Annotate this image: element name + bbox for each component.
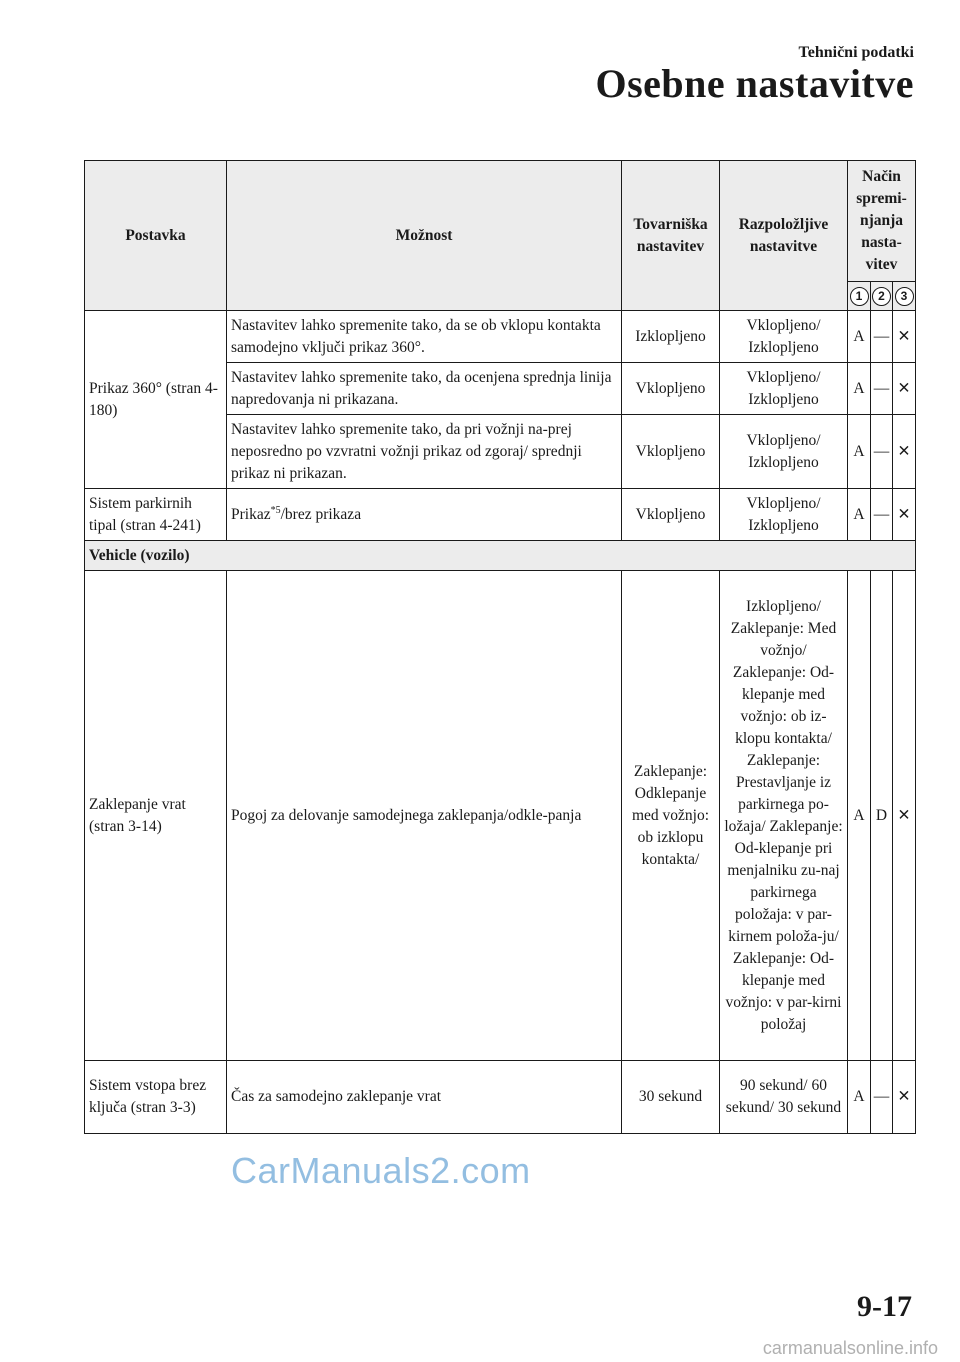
cell-option: Čas za samodejno zaklepanje vrat: [227, 1061, 622, 1134]
cell-option: Pogoj za delovanje samodejnega zaklepanja/odkle-panja: [227, 571, 622, 1061]
settings-table: [84, 160, 916, 1134]
cell-setting: Sistem vstopa brez ključa (stran 3-3): [85, 1061, 227, 1134]
cell-method-1: A: [848, 311, 871, 363]
cross-icon: ✕: [893, 489, 916, 541]
cell-setting: Sistem parkirnih tipal (stran 4-241): [85, 489, 227, 541]
section-title: Tehnični podatki: [798, 44, 914, 61]
cross-icon: ✕: [893, 1061, 916, 1134]
cell-factory: Zaklepanje: Odklepanje med vožnjo: ob izklopu kontakta/: [622, 571, 720, 1061]
cross-icon: ✕: [893, 311, 916, 363]
cell-factory: Vklopljeno: [622, 363, 720, 415]
group-label: Vehicle (vozilo): [85, 541, 916, 571]
col-header-available: Razpoložljive nastavitve: [720, 161, 848, 311]
cell-available: Izklopljeno/ Zaklepanje: Med vožnjo/ Zaklepanje: Od-klepanje med vožnjo: ob iz-klopu kontakta/ Zaklepanje: Prestavljanje iz parkirnega po-ložaja/ Zaklepanje: Od-klepanje pri menjalniku zu-naj parkirnega položaja: v par-kirnem položa-ju/ Zaklepanje: Od-klepanje med vožnjo: v par-kirni položaj: [720, 571, 848, 1061]
cell-available: Vklopljeno/ Izklopljeno: [720, 311, 848, 363]
cell-method-1: A: [848, 1061, 871, 1134]
col-header-factory: Tovarniška nastavitev: [622, 161, 720, 311]
cell-method-1: A: [848, 489, 871, 541]
method-2-icon: 2: [871, 282, 893, 311]
col-header-method: Način spremi-njanja nasta-vitev: [848, 161, 916, 282]
cell-setting: Prikaz 360° (stran 4-180): [85, 311, 227, 489]
cell-factory: Vklopljeno: [622, 489, 720, 541]
cell-method-2: D: [871, 571, 893, 1061]
page-number: 9-17: [857, 1290, 912, 1323]
col-header-setting: Postavka: [85, 161, 227, 311]
method-3-icon: 3: [893, 282, 916, 311]
table-row: [85, 311, 916, 363]
cell-method-1: A: [848, 415, 871, 489]
cross-icon: ✕: [893, 415, 916, 489]
group-row: [85, 541, 916, 571]
header-row: [85, 161, 916, 282]
table-row: [85, 571, 916, 1061]
cell-option: Nastavitev lahko spremenite tako, da se ob vklopu kontakta samodejno vključi prikaz 360°.: [227, 311, 622, 363]
cell-factory: 30 sekund: [622, 1061, 720, 1134]
watermark-logo: CarManuals2.com: [231, 1150, 531, 1191]
cell-method-2: —: [871, 489, 893, 541]
cell-available: 90 sekund/ 60 sekund/ 30 sekund: [720, 1061, 848, 1134]
cell-method-1: A: [848, 571, 871, 1061]
method-1-icon: 1: [848, 282, 871, 311]
cell-method-2: —: [871, 311, 893, 363]
table-row: [85, 489, 916, 541]
table-row: [85, 1061, 916, 1134]
cell-available: Vklopljeno/ Izklopljeno: [720, 363, 848, 415]
cell-method-2: —: [871, 1061, 893, 1134]
cell-option: Nastavitev lahko spremenite tako, da pri vožnji na-prej neposredno po vzvratni vožnji prikaz od zgoraj/ sprednji prikaz ni prikazan.: [227, 415, 622, 489]
cell-method-2: —: [871, 415, 893, 489]
cell-option: Nastavitev lahko spremenite tako, da ocenjena sprednja linija napredovanja ni prikazana.: [227, 363, 622, 415]
cell-option: Prikaz$^{*5}$/brez prikaza: [227, 489, 622, 541]
page-title: Osebne nastavitve: [595, 61, 914, 106]
footer-site: carmanualsonline.info: [762, 1338, 938, 1358]
cross-icon: ✕: [893, 571, 916, 1061]
cell-available: Vklopljeno/ Izklopljeno: [720, 415, 848, 489]
cell-method-2: —: [871, 363, 893, 415]
cell-setting: Zaklepanje vrat (stran 3-14): [85, 571, 227, 1061]
cell-factory: Vklopljeno: [622, 415, 720, 489]
col-header-option: Možnost: [227, 161, 622, 311]
cell-method-1: A: [848, 363, 871, 415]
cell-available: Vklopljeno/ Izklopljeno: [720, 489, 848, 541]
cell-factory: Izklopljeno: [622, 311, 720, 363]
cross-icon: ✕: [893, 363, 916, 415]
